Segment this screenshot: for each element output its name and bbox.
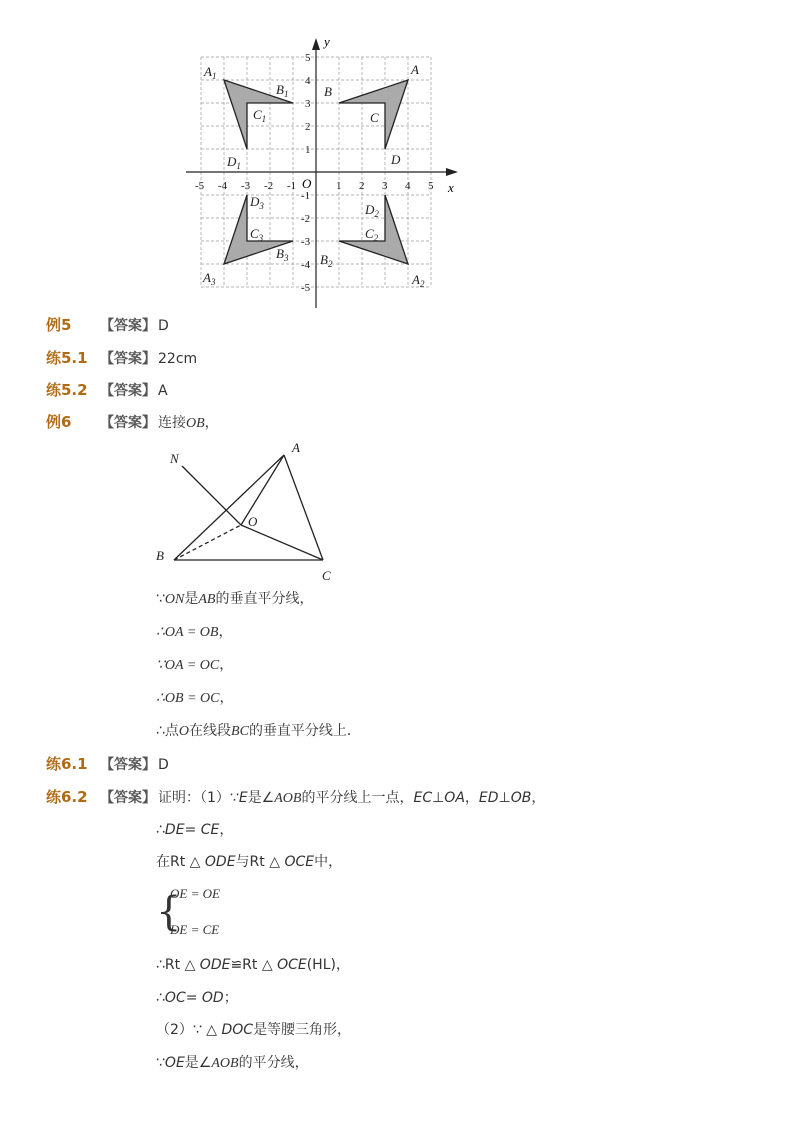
answer-row-ex5 [46,314,169,336]
label-C3: $C_3$ [250,226,264,243]
y-tick-label: -1 [301,190,311,202]
y-tick-label: 3 [305,98,311,110]
triangle-figure [150,438,370,588]
label-O: O [248,514,258,529]
answer-row-ex6-2: 练6.2 【答案】 证明：（1）∵E是∠AOB的平分线上一点，EC⊥OA，ED⊥OB， [46,788,546,806]
x-tick-label: -4 [218,180,228,192]
label-N: N [170,451,179,466]
label-D: D [391,152,401,167]
label-B: B [156,548,164,563]
reason-line-4: ∴OB = OC， [156,690,234,706]
reason-line-1: ∵ON是AB的垂直平分线， [156,591,314,607]
x-tick-label: -1 [287,180,297,192]
answer-tag: 【答案】 [100,351,156,367]
x-axis-arrow-icon [446,168,458,176]
y-tick-label: 2 [305,121,311,133]
proof-line-7: ∵OE是∠AOB的平分线， [156,1055,309,1071]
segment-AB [174,455,284,560]
item-number: 练5.1 [46,349,88,367]
x-tick-label: 5 [428,180,434,192]
proof-line-6: （2）∵ △ DOC是等腰三角形， [156,1022,352,1038]
y-tick-label: -3 [301,236,311,248]
label-C1: $C_1$ [253,107,267,124]
label-C: C [322,568,331,583]
x-tick-label: -2 [264,180,274,192]
answer-tag: 【答案】 [100,383,156,399]
answer-value: D [158,757,169,773]
proof-line-4: ∴Rt △ ODE≌Rt △ OCE(HL)， [156,957,350,973]
item-number: 例5 [46,316,72,334]
reason-line-5: ∴点O在线段BC的垂直平分线上． [156,723,361,739]
system-eq-1: OE = OE [170,886,220,901]
system-eq-2: DE = CE [170,922,220,937]
x-tick-label: 2 [359,180,365,192]
answer-value: D [158,318,169,334]
proof-line-5: ∴OC= OD； [156,990,238,1006]
label-A3: $A_3$ [203,270,216,287]
y-tick-label: 5 [305,52,311,64]
x-tick-label: 1 [336,180,342,192]
answer-tag: 【答案】 [100,415,156,431]
left-brace: { [156,889,182,935]
answer-value: A [158,383,168,399]
answer-row-ex6-1 [46,753,169,775]
answer-tag: 【答案】 [100,318,156,334]
label-A: A [411,62,419,77]
segment-NO [182,466,241,525]
label-C2: $C_2$ [365,226,379,243]
coordinate-figure [0,0,800,320]
item-number: 例6 [46,413,72,431]
proof-line-3: 在Rt △ ODE与Rt △ OCE中， [156,854,343,870]
label-B1: $B_1$ [276,82,289,99]
x-tick-label: -3 [241,180,251,192]
label-C: C [370,110,379,125]
reason-line-2: ∴OA = OB， [156,624,233,640]
segment-AC [284,455,323,560]
y-tick-label: -4 [301,259,311,271]
label-D3: $D_3$ [250,194,264,211]
y-tick-label: 1 [305,144,311,156]
y-tick-label: 4 [305,75,311,87]
x-tick-label: 4 [405,180,411,192]
y-axis-label: y [324,34,330,49]
answer-tag: 【答案】 [100,757,156,773]
item-number: 练6.2 [46,788,88,806]
label-A2: $A_2$ [412,272,425,289]
segment-OC [241,525,323,560]
proof-line-2: ∴DE= CE， [156,822,234,838]
equation-system [156,886,246,946]
answer-value: 22cm [158,351,198,367]
label-B3: $B_3$ [276,246,289,263]
segment-OB-dashed [174,525,241,560]
origin-label: O [302,176,312,191]
x-axis-label: x [448,180,454,195]
answer-tag: 【答案】 [100,790,156,806]
answer-row-ex5-2 [46,379,168,401]
label-A: A [292,440,300,455]
item-number: 练6.1 [46,755,88,773]
y-tick-label: -2 [301,213,311,225]
label-B2: $B_2$ [320,252,333,269]
answer-row-ex5-1 [46,347,197,369]
item-number: 练5.2 [46,381,88,399]
label-D1: $D_1$ [227,154,241,171]
reason-line-3: ∵OA = OC， [156,657,234,673]
label-B: B [324,84,332,99]
label-D2: $D_2$ [365,202,379,219]
y-tick-label: -5 [301,282,311,294]
x-tick-label: 3 [382,180,388,192]
y-axis-arrow-icon [312,38,320,50]
x-tick-label: -5 [195,180,205,192]
label-A1: $A_1$ [204,64,217,81]
answer-row-ex6: 例6 【答案】 连接OB， [46,413,219,431]
